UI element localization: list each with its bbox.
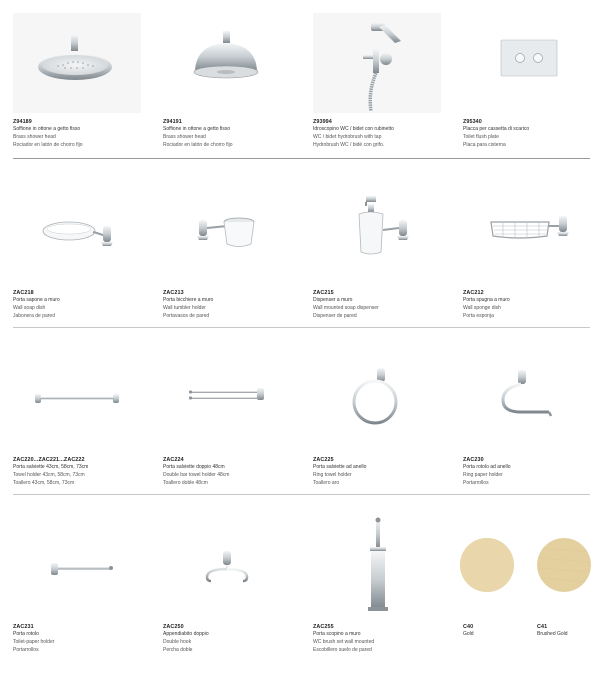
- description-it: Porta rotolo: [13, 631, 39, 637]
- finish-label: Brushed Gold: [537, 631, 568, 637]
- description-it: Dispenser a muro: [313, 297, 353, 303]
- description-it: Appendiabito doppio: [163, 631, 209, 637]
- product-image-zac230: [463, 348, 591, 448]
- paper-holder-icon: [13, 517, 141, 617]
- description-es: Jabonera de pared: [13, 313, 55, 319]
- finish-swatch-brushed-gold: [537, 538, 591, 592]
- product-image-z93994: [313, 13, 441, 113]
- description-es: Dispenser de pared: [313, 313, 357, 319]
- description-it: Idroscopino WC / bidet con rubinetto: [313, 126, 394, 132]
- description-it: Porta sapone a muro: [13, 297, 60, 303]
- product-code: ZAC218: [13, 290, 34, 296]
- product-image-zac213: [163, 182, 291, 282]
- product-code: ZAC220...ZAC221...ZAC222: [13, 457, 85, 463]
- soap-dispenser-icon: [313, 182, 441, 282]
- tumbler-holder-icon: [163, 182, 291, 282]
- product-image-z95340: [463, 13, 591, 113]
- product-code: ZAC213: [163, 290, 184, 296]
- towel-ring-icon: [313, 348, 441, 448]
- description-en: WC brush set wall mounted: [313, 639, 375, 645]
- row-divider: [13, 327, 590, 328]
- description-en: Double hook: [163, 639, 192, 645]
- flush-plate-icon: [463, 13, 591, 113]
- description-en: Wall soap dish: [13, 305, 46, 311]
- description-es: Percha doble: [163, 647, 193, 653]
- towel-bar-icon: [13, 348, 141, 448]
- description-en: WC / bidet hydrobrush with tap: [313, 134, 382, 140]
- product-code: ZAC215: [313, 290, 334, 296]
- toilet-brush-icon: [313, 517, 441, 617]
- shower-head-dome-icon: [163, 13, 291, 113]
- product-image-zac250: [163, 517, 291, 617]
- description-es: Rociador en latón de chorro fijo: [13, 142, 83, 148]
- product-image-z94189: [13, 13, 141, 113]
- product-code: Z94189: [13, 119, 32, 125]
- product-image-zac255: [313, 517, 441, 617]
- description-it: Soffione in ottone a getto fisso: [13, 126, 81, 132]
- description-en: Brass shower head: [13, 134, 56, 140]
- product-code: ZAC255: [313, 624, 334, 630]
- product-code: ZAC250: [163, 624, 184, 630]
- product-image-zac215: [313, 182, 441, 282]
- double-towel-bar-icon: [163, 348, 291, 448]
- description-en: Towel holder 43cm, 58cm, 73cm: [13, 472, 85, 478]
- soap-dish-icon: [13, 182, 141, 282]
- row-divider: [13, 494, 590, 495]
- bidet-sprayer-icon: [313, 13, 441, 113]
- description-es: Toallero 43cm, 58cm, 73cm: [13, 480, 75, 486]
- description-it: Porta bicchiere a muro: [163, 297, 214, 303]
- product-image-zac224: [163, 348, 291, 448]
- sponge-basket-icon: [463, 182, 591, 282]
- product-code: ZAC230: [463, 457, 484, 463]
- description-es: Portarrollos: [463, 480, 489, 486]
- finish-code: C41: [537, 624, 548, 630]
- product-code: Z94191: [163, 119, 182, 125]
- description-it: Placca per cassetta di scarico: [463, 126, 530, 132]
- product-code: Z93994: [313, 119, 332, 125]
- shower-head-flat-icon: [13, 13, 141, 113]
- product-image-zac218: [13, 182, 141, 282]
- description-es: Portavasos de pared: [163, 313, 210, 319]
- product-image-zac225: [313, 348, 441, 448]
- product-code: ZAC212: [463, 290, 484, 296]
- description-it: Porta salviette doppio 48cm: [163, 464, 225, 470]
- product-image-zac212: [463, 182, 591, 282]
- description-es: Toallero aro: [313, 480, 340, 486]
- product-code: ZAC224: [163, 457, 184, 463]
- description-it: Porta salviette 43cm, 58cm, 73cm: [13, 464, 89, 470]
- description-en: Wall sponge dish: [463, 305, 501, 311]
- description-es: Porta esponja: [463, 313, 494, 319]
- finish-swatch-gold: [460, 538, 514, 592]
- description-en: Wall tumbler holder: [163, 305, 206, 311]
- description-es: Portarrollos: [13, 647, 39, 653]
- brushed-gold-swatch-icon: [537, 538, 591, 592]
- description-it: Porta rotolo ad anello: [463, 464, 511, 470]
- ring-paper-holder-icon: [463, 348, 591, 448]
- description-en: Ring towel holder: [313, 472, 352, 478]
- product-image-z94191: [163, 13, 291, 113]
- product-code: Z95340: [463, 119, 482, 125]
- double-hook-icon: [163, 517, 291, 617]
- product-code: ZAC231: [13, 624, 34, 630]
- gold-swatch-icon: [460, 538, 514, 592]
- finish-label: Gold: [463, 631, 474, 637]
- product-image-zac231: [13, 517, 141, 617]
- product-image-zac220: [13, 348, 141, 448]
- finish-code: C40: [463, 624, 474, 630]
- description-es: Hydrobrush WC / bidé con grifo.: [313, 142, 385, 148]
- description-en: Wall mounted soap dispenser: [313, 305, 379, 311]
- description-es: Rociador en latón de chorro fijo: [163, 142, 233, 148]
- description-en: Double bar towel holder 48cm: [163, 472, 230, 478]
- description-it: Porta salviette ad anello: [313, 464, 367, 470]
- row-divider: [13, 158, 590, 159]
- description-it: Porta scopino a muro: [313, 631, 361, 637]
- product-code: ZAC225: [313, 457, 334, 463]
- description-it: Porta spugna a muro: [463, 297, 510, 303]
- description-en: Toilet-paper holder: [13, 639, 55, 645]
- description-es: Placa para cisterna: [463, 142, 506, 148]
- description-es: Escobillero suelo de pared: [313, 647, 372, 653]
- description-en: Toilet flush plate: [463, 134, 499, 140]
- description-es: Toallero doble 48cm: [163, 480, 208, 486]
- description-en: Ring paper holder: [463, 472, 503, 478]
- description-en: Brass shower head: [163, 134, 206, 140]
- description-it: Soffione in ottone a getto fisso: [163, 126, 231, 132]
